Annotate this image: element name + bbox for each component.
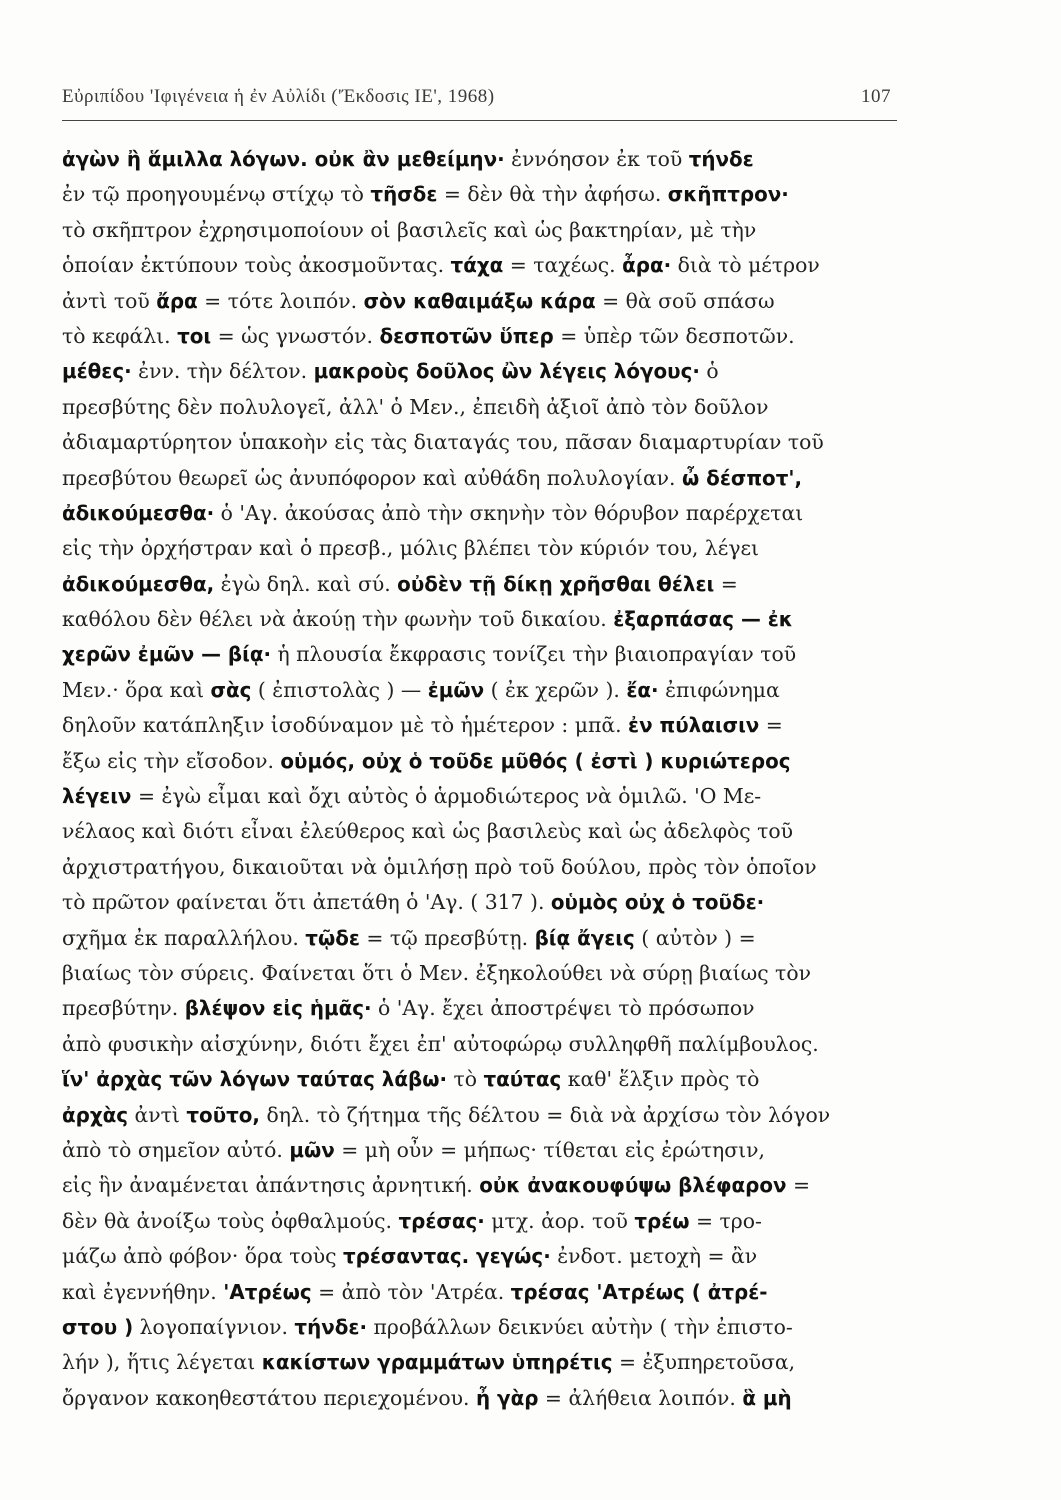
gloss: ἡ πλουσία ἔκφρασις τονίζει τὴν βιαιοπραγίαν τοῦ (271, 642, 797, 667)
text-line (62, 708, 896, 743)
text-line (62, 461, 896, 496)
lemma: τήνδε· (294, 1314, 368, 1339)
gloss: δηλ. τὸ ζήτημα τῆς δέλτου = διὰ νὰ ἀρχίσω τὸν λόγον (259, 1102, 831, 1127)
lemma: τῆσδε (370, 182, 438, 207)
gloss: εἰς ἣν ἀναμένεται ἀπάντησις ἀρνητική. (62, 1173, 480, 1198)
gloss: λογοπαίγνιον. (133, 1314, 295, 1339)
gloss: τὸ πρῶτον φαίνεται ὅτι ἀπετάθη ὁ 'Αγ. ( 317 ). (62, 890, 551, 915)
text-line (62, 425, 896, 460)
gloss: = ἀλήθεια λοιπόν. (538, 1385, 743, 1410)
gloss: ἐνν. τὴν δέλτον. (131, 359, 314, 384)
gloss: πρεσβύτου θεωρεῖ ὡς ἀνυπόφορον καὶ αὐθάδη πολυλογίαν. (62, 465, 683, 490)
text-line (62, 850, 896, 885)
gloss: βιαίως τὸν σύρεις. Φαίνεται ὅτι ὁ Μεν. ἐξηκολούθει νὰ σύρῃ βιαίως τὸν (62, 960, 811, 985)
header-title: Εὐριπίδου 'Ιφιγένεια ἡ ἐν Αὐλίδι ('Έκδοσις ΙΕ', 1968) (62, 86, 495, 107)
text-line (62, 1062, 896, 1097)
text-line (62, 814, 896, 849)
text-line (62, 885, 896, 920)
gloss: δὲν θὰ ἀνοίξω τοὺς ὀφθαλμούς. (62, 1208, 399, 1233)
gloss: δηλοῦν κατάπληξιν ἰσοδύναμον μὲ τὸ ἡμέτερον : μπᾶ. (62, 713, 629, 738)
text-line (62, 1345, 896, 1380)
lemma: οὑμὸς οὐχ ὁ τοῦδε· (550, 890, 765, 915)
lemma: τάχα (450, 253, 504, 278)
gloss: = θὰ σοῦ σπάσω (595, 288, 775, 313)
gloss: ὁ 'Αγ. ἔχει ἀποστρέψει τὸ πρόσωπον (371, 996, 755, 1021)
lemma: ἃ μὴ (742, 1385, 792, 1410)
gloss: ἀπὸ φυσικὴν αἰσχύνην, διότι ἔχει ἐπ' αὐτοφώρῳ συλληφθῆ παλίμβουλος. (62, 1031, 819, 1056)
lemma: βίᾳ ἄγεις (534, 925, 635, 950)
lemma: οὐκ ἀνακουφύψω βλέφαρον (479, 1173, 787, 1198)
gloss: ἐγὼ δηλ. καὶ σύ. (214, 571, 398, 596)
lemma: ἀρχὰς (62, 1102, 129, 1127)
lemma: οὐδὲν τῇ δίκῃ χρῆσθαι θέλει (397, 571, 715, 596)
lemma: τῷδε (305, 925, 360, 950)
text-line (62, 1310, 896, 1345)
lemma: τοῦτο, (186, 1102, 260, 1127)
gloss: νέλαος καὶ διότι εἶναι ἐλεύθερος καὶ ὡς βασιλεὺς καὶ ὡς ἀδελφὸς τοῦ (62, 819, 794, 844)
text-line (62, 354, 896, 389)
lemma: ἀδικούμεσθα, (62, 571, 215, 596)
lemma: βλέψον εἰς ἡμᾶς· (184, 996, 372, 1021)
text-line (62, 496, 896, 531)
text-line (62, 921, 896, 956)
lemma: ἀδικούμεσθα· (62, 500, 215, 525)
lemma: σὸν καθαιμάξω κάρα (363, 288, 596, 313)
gloss: ἐπιφώνημα (658, 677, 780, 702)
text-line (62, 1027, 896, 1062)
gloss: διὰ τὸ μέτρον (671, 253, 820, 278)
page-number: 107 (861, 86, 891, 107)
text-line (62, 284, 896, 319)
gloss: προβάλλων δεικνύει αὐτὴν ( τὴν ἐπιστο- (367, 1314, 793, 1339)
text-line (62, 567, 896, 602)
lemma: ἆρα· (622, 253, 672, 278)
gloss: τὸ κεφάλι. (62, 323, 178, 348)
lemma: μῶν (289, 1137, 335, 1162)
gloss: ἀρχιστρατήγου, δικαιοῦται νὰ ὁμιλήσῃ πρὸ τοῦ δούλου, πρὸς τὸν ὁποῖον (62, 854, 817, 879)
text-line (62, 991, 896, 1026)
gloss: = δὲν θὰ τὴν ἀφήσω. (437, 182, 668, 207)
text-line (62, 319, 896, 354)
text-line (62, 602, 896, 637)
header-rule (62, 120, 897, 121)
commentary-text (62, 142, 902, 1416)
gloss: = ὑπὲρ τῶν δεσποτῶν. (553, 323, 795, 348)
text-line (62, 531, 896, 566)
gloss: τὸ σκῆπτρον ἐχρησιμοποίουν οἱ βασιλεῖς καὶ ὡς βακτηρίαν, μὲ τὴν (62, 217, 757, 242)
text-line (62, 248, 896, 283)
gloss: ἐνδοτ. μετοχὴ = ἂν (550, 1244, 758, 1269)
gloss: Μεν.· ὅρα καὶ (62, 677, 211, 702)
running-header (62, 86, 897, 116)
gloss: = (714, 571, 738, 596)
gloss: ἀδιαμαρτύρητον ὑπακοὴν εἰς τὰς διαταγάς του, πᾶσαν διαμαρτυρίαν τοῦ (62, 430, 824, 455)
lemma: ἀγὼν ἢ ἅμιλλα λόγων. οὐκ ἂν μεθείμην· (62, 147, 505, 171)
gloss: λήν ), ἥτις λέγεται (62, 1350, 262, 1375)
lemma: στου ) (62, 1314, 134, 1339)
gloss: τὸ (446, 1067, 484, 1092)
lemma: ἦ γὰρ (476, 1385, 539, 1410)
gloss: ἀντὶ τοῦ (62, 288, 157, 313)
lemma: μακροὺς δοῦλος ὢν λέγεις λόγους· (313, 359, 700, 384)
gloss: = μὴ οὖν = μήπως· τίθεται εἰς ἐρώτησιν, (334, 1137, 765, 1162)
lemma: ἵν' ἀρχὰς τῶν λόγων ταύτας λάβω· (62, 1067, 447, 1092)
text-line (62, 390, 896, 425)
lemma: τήνδε (688, 147, 754, 171)
gloss: σχῆμα ἐκ παραλλήλου. (62, 925, 306, 950)
lemma: τρέσαντας. γεγώς· (342, 1244, 551, 1269)
gloss: ὁποίαν ἐκτύπουν τοὺς ἀκοσμοῦντας. (62, 253, 451, 278)
lemma: μέθες· (62, 359, 132, 384)
gloss: = (786, 1173, 811, 1198)
lemma: ἔα· (626, 677, 659, 702)
gloss: ἔξω εἰς τὴν εἴσοδον. (62, 748, 281, 773)
text-line (62, 1133, 896, 1168)
gloss: ( ἐπιστολὰς ) — (251, 677, 428, 702)
gloss: = ταχέως. (503, 253, 623, 278)
gloss: ( ἐκ χερῶν ). (484, 677, 627, 702)
gloss: ὄργανον κακοηθεστάτου περιεχομένου. (62, 1385, 477, 1410)
text-line (62, 956, 896, 991)
gloss: = ἐγὼ εἶμαι καὶ ὄχι αὐτὸς ὁ ἁρμοδιώτερος νὰ ὁμιλῶ. 'Ο Με- (131, 784, 762, 809)
text-line (62, 673, 896, 708)
lemma: 'Ατρέως (223, 1279, 312, 1304)
gloss: ( αὐτὸν ) = (634, 925, 756, 950)
gloss: πρεσβύτης δὲν πολυλογεῖ, ἀλλ' ὁ Μεν., ἐπειδὴ ἀξιοῖ ἀπὸ τὸν δοῦλον (62, 394, 769, 419)
text-line (62, 1098, 896, 1133)
lemma: οὑμός, οὐχ ὁ τοῦδε μῦθός ( ἐστὶ ) κυριώτερος (280, 748, 791, 773)
text-line (62, 1204, 896, 1239)
lemma: σὰς (210, 677, 252, 702)
gloss: = ὡς γνωστόν. (211, 323, 380, 348)
text-line (62, 779, 896, 814)
lemma: σκῆπτρον· (667, 182, 789, 207)
text-line (62, 177, 896, 212)
lemma: λέγειν (62, 784, 132, 809)
text-line (62, 1168, 896, 1203)
gloss: = ἐξυπηρετοῦσα, (612, 1350, 796, 1375)
lemma: χερῶν ἐμῶν — βίᾳ· (62, 642, 272, 667)
gloss: ἐννόησον ἐκ τοῦ (504, 147, 689, 171)
lemma: ἐν πύλαισιν (628, 713, 760, 738)
text-line (62, 213, 896, 248)
gloss: ἀπὸ τὸ σημεῖον αὐτό. (62, 1137, 290, 1162)
gloss: ἀντὶ (128, 1102, 187, 1127)
text-line (62, 637, 896, 672)
lemma: ἐμῶν (427, 677, 485, 702)
gloss: καθ' ἕλξιν πρὸς τὸ (561, 1067, 760, 1092)
lemma: ἄρα (156, 288, 198, 313)
lemma: ὦ δέσποτ', (682, 465, 802, 490)
gloss: καὶ ἐγεννήθην. (62, 1279, 224, 1304)
text-line (62, 1381, 896, 1416)
gloss: = τρο- (689, 1208, 762, 1233)
text-line (62, 142, 896, 177)
gloss: = τότε λοιπόν. (197, 288, 364, 313)
lemma: ἐξαρπάσας — ἐκ (613, 607, 793, 632)
gloss: εἰς τὴν ὀρχήστραν καὶ ὁ πρεσβ., μόλις βλέπει τὸν κύριόν του, λέγει (62, 536, 760, 561)
text-line (62, 1239, 896, 1274)
lemma: δεσποτῶν ὕπερ (379, 323, 554, 348)
text-line (62, 744, 896, 779)
gloss: = τῷ πρεσβύτῃ. (359, 925, 535, 950)
lemma: κακίστων γραμμάτων ὑπηρέτις (261, 1350, 613, 1375)
lemma: τρέω (634, 1208, 690, 1233)
gloss: πρεσβύτην. (62, 996, 185, 1021)
lemma: τοι (177, 323, 212, 348)
lemma: τρέσας· (398, 1208, 485, 1233)
gloss: = ἀπὸ τὸν 'Ατρέα. (311, 1279, 511, 1304)
gloss: = (759, 713, 783, 738)
gloss: καθόλου δὲν θέλει νὰ ἀκούῃ τὴν φωνὴν τοῦ δικαίου. (62, 607, 614, 632)
gloss: ὁ 'Αγ. ἀκούσας ἀπὸ τὴν σκηνὴν τὸν θόρυβον παρέρχεται (214, 500, 804, 525)
gloss: ὁ (699, 359, 719, 384)
gloss: μτχ. ἀορ. τοῦ (484, 1208, 635, 1233)
lemma: τρέσας 'Ατρέως ( ἀτρέ- (510, 1279, 768, 1304)
text-line (62, 1275, 896, 1310)
gloss: μάζω ἀπὸ φόβον· ὅρα τοὺς (62, 1244, 343, 1269)
lemma: ταύτας (483, 1067, 562, 1092)
gloss: ἐν τῷ προηγουμένῳ στίχῳ τὸ (62, 182, 371, 207)
